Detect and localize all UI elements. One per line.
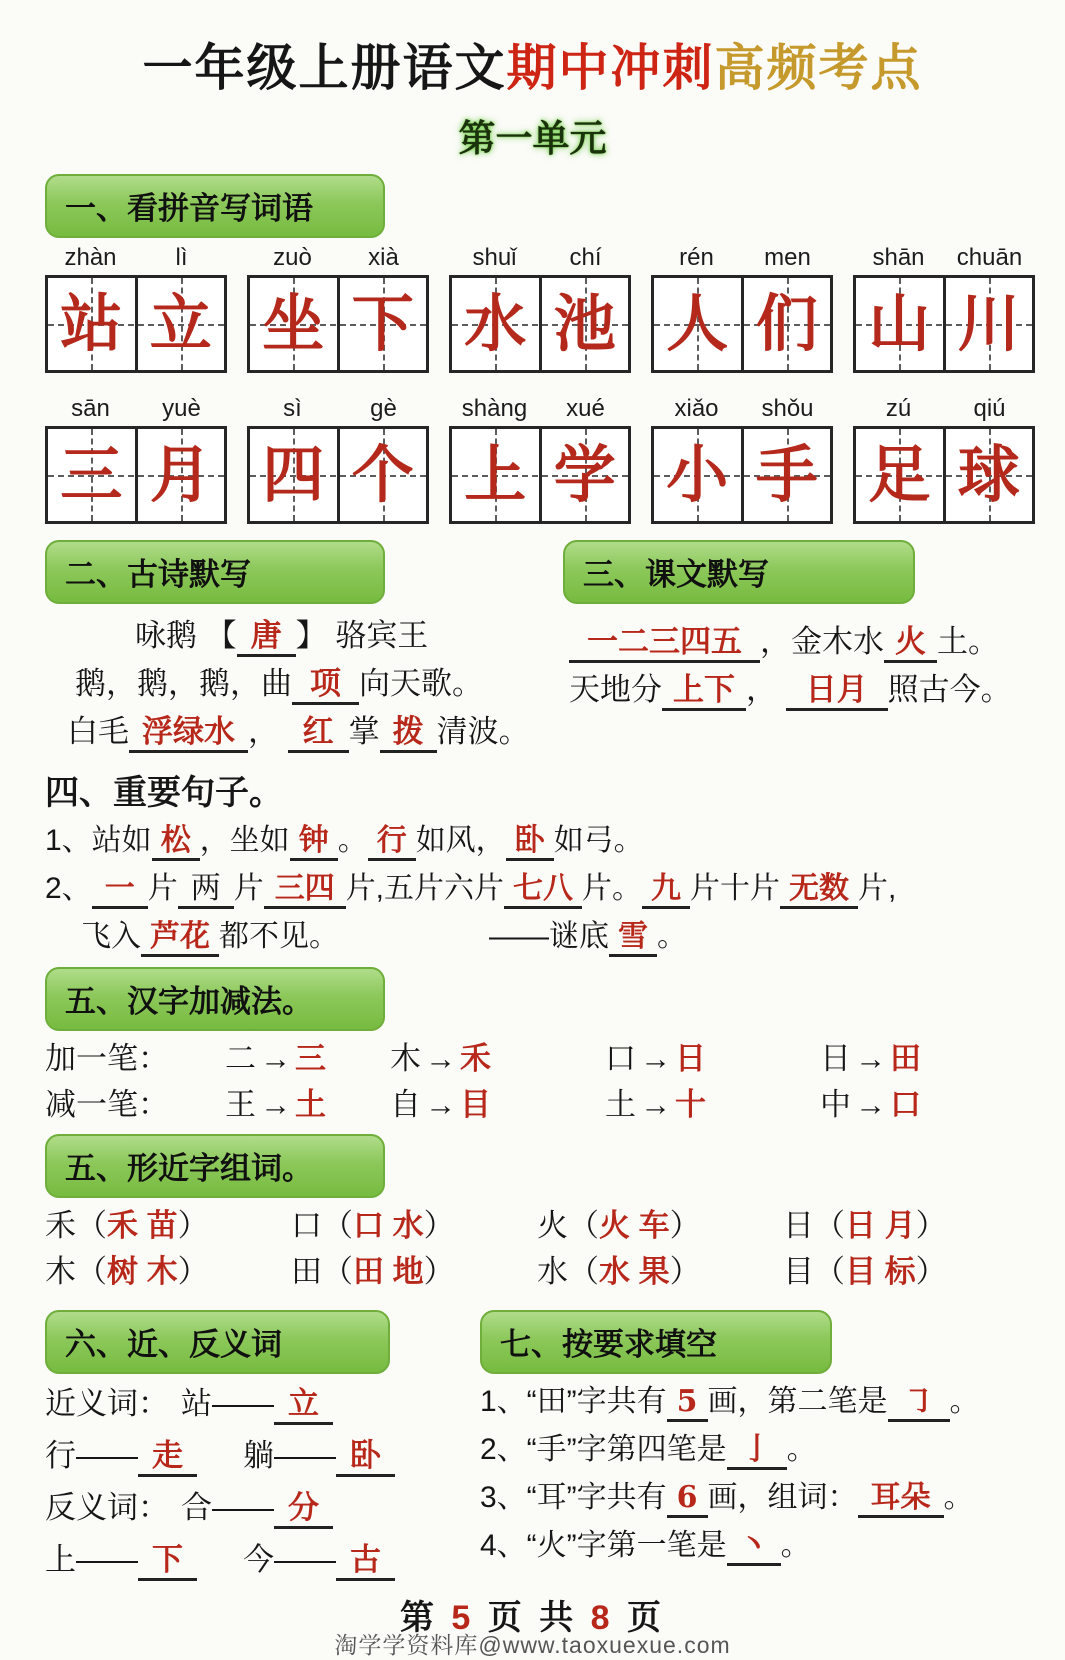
pinyin-label: xià — [368, 243, 399, 271]
answer-word: 古 — [336, 1542, 395, 1581]
section2-header: 二、古诗默写 — [45, 540, 385, 604]
title-part-red: 期中冲刺 — [506, 40, 715, 96]
answer-text: 雪 — [609, 919, 657, 957]
similar-char-item — [783, 1250, 1029, 1294]
paren-close: ） — [423, 1208, 455, 1244]
static-text: ，金木水 — [760, 623, 884, 659]
answer-character: 十 — [675, 1087, 706, 1123]
title-part-gold: 高频考点 — [714, 40, 923, 96]
pinyin-label: rén — [679, 243, 714, 271]
answer-text: 芦花 — [141, 919, 219, 957]
pinyin-label: shān — [872, 243, 925, 271]
answer-text: 火 — [884, 624, 937, 663]
base-character: 木（ — [45, 1254, 107, 1290]
pinyin-label: qiú — [973, 394, 1006, 422]
static-text: 清波。 — [436, 713, 530, 749]
static-text: 如风， — [415, 824, 506, 858]
answer-text: 无数 — [780, 871, 858, 909]
answer-text: 浮绿水 — [129, 714, 248, 753]
answer-word: 走 — [138, 1438, 197, 1477]
similar-char-row — [45, 1204, 1020, 1248]
paren-close: ） — [423, 1254, 455, 1290]
grid-character: 三 — [60, 437, 123, 511]
paren-close: ） — [915, 1208, 947, 1244]
pinyin-row — [651, 395, 833, 423]
arrow-icon: → — [640, 1087, 671, 1123]
arrow-icon: → — [640, 1041, 671, 1077]
text-line — [45, 708, 563, 756]
stroke-item — [605, 1083, 820, 1126]
pinyin-char-group — [853, 395, 1035, 524]
stroke-row-label: 减一笔： — [45, 1087, 169, 1123]
pinyin-label: lì — [175, 243, 188, 271]
word-pair — [243, 1438, 395, 1473]
pinyin-row — [45, 244, 227, 272]
poem-lines — [45, 612, 563, 756]
pinyin-label: chuān — [956, 243, 1023, 271]
pinyin-row — [449, 395, 631, 423]
poem-column — [45, 528, 563, 756]
static-text: 。 — [943, 1481, 974, 1515]
static-text: 。 — [949, 1385, 980, 1419]
tianzige-box — [651, 426, 833, 524]
static-text: 向天歌。 — [359, 665, 483, 701]
similar-char-item — [537, 1250, 783, 1294]
arrow-icon: → — [425, 1041, 456, 1077]
grid-character: 人 — [666, 286, 729, 360]
section3-header: 三、课文默写 — [563, 540, 915, 604]
grid-character: 坐 — [262, 286, 325, 360]
pinyin-row — [651, 244, 833, 272]
pinyin-char-group — [247, 395, 429, 524]
word-pair — [181, 1490, 333, 1525]
answer-word: 水 果 — [599, 1254, 670, 1290]
base-word: 躺—— — [243, 1438, 336, 1474]
grid-character: 水 — [464, 286, 527, 360]
static-text: 天地分 — [569, 671, 662, 707]
word-pair — [45, 1542, 197, 1577]
tianzige-cell — [856, 278, 943, 370]
static-text: 片。 — [582, 872, 643, 906]
grid-character: 月 — [149, 437, 212, 511]
tianzige-cell — [452, 278, 539, 370]
paren-close: ） — [177, 1208, 209, 1244]
pinyin-char-group — [449, 244, 631, 373]
grid-character: 山 — [868, 286, 931, 360]
pinyin-label: men — [764, 243, 811, 271]
grid-character: 池 — [553, 286, 616, 360]
answer-text: ㇆ — [888, 1384, 950, 1422]
static-text: ，坐如 — [199, 824, 290, 858]
similar-char-item — [291, 1250, 537, 1294]
synonyms-column — [45, 1298, 480, 1586]
paren-close: ） — [669, 1208, 701, 1244]
tianzige-box — [853, 275, 1035, 373]
pinyin-grid-row-2 — [45, 395, 1020, 524]
answer-text: 项 — [292, 666, 359, 705]
grid-character: 球 — [957, 437, 1020, 511]
watermark: 淘学学资料库@www.taoxuexue.com — [334, 1632, 731, 1659]
base-character: 日（ — [783, 1208, 845, 1244]
pinyin-label: sān — [71, 394, 110, 422]
pair-group-label: 反义词： — [45, 1490, 169, 1526]
static-text: 都不见。 — [219, 920, 339, 954]
tianzige-cell — [654, 278, 741, 370]
similar-char-row — [45, 1250, 1020, 1294]
title-part-black: 一年级上册语文 — [142, 40, 507, 96]
answer-text: 拨 — [380, 714, 437, 753]
synonym-line — [45, 1430, 480, 1482]
section1-header-row — [45, 162, 1020, 238]
pinyin-label: chí — [569, 243, 602, 271]
arrow-icon: → — [855, 1087, 886, 1123]
answer-word: 分 — [274, 1490, 333, 1529]
static-text: 飞入 — [81, 920, 141, 954]
answer-text: 三四 — [264, 871, 346, 909]
base-character: 中 — [820, 1087, 851, 1123]
static-text: 】 骆宾王 — [295, 617, 429, 653]
section5a-header-row — [45, 961, 1020, 1031]
answer-word: 树 木 — [107, 1254, 178, 1290]
pinyin-row — [853, 244, 1035, 272]
answer-text: 行 — [368, 823, 416, 861]
base-character: 木 — [390, 1041, 421, 1077]
tianzige-box — [449, 426, 631, 524]
section4-header: 四、重要句子。 — [45, 773, 283, 812]
stroke-item — [820, 1037, 921, 1080]
pinyin-row — [247, 395, 429, 423]
text-line — [480, 1426, 1020, 1474]
section5a-header: 五、汉字加减法。 — [45, 967, 385, 1031]
section5b-header-row — [45, 1126, 1020, 1198]
answer-character: 土 — [295, 1087, 326, 1123]
static-text: 页 — [613, 1599, 666, 1638]
grid-character: 川 — [957, 286, 1020, 360]
base-character: 火（ — [537, 1208, 599, 1244]
word-pair — [45, 1438, 197, 1473]
static-text: 画，组词： — [707, 1481, 858, 1515]
similar-char-item — [45, 1204, 291, 1248]
stroke-item — [390, 1083, 605, 1126]
pinyin-row — [45, 395, 227, 423]
fill-blank-lines — [480, 1378, 1020, 1570]
static-text: 1、“田”字共有 — [480, 1385, 667, 1419]
fill-blank-column — [480, 1298, 1020, 1570]
static-text: 页 共 — [474, 1599, 591, 1638]
section1-header: 一、看拼音写词语 — [45, 174, 385, 238]
pinyin-label: zuò — [273, 243, 312, 271]
answer-word: 日 月 — [845, 1208, 916, 1244]
static-text: 1、站如 — [45, 824, 152, 858]
stroke-row — [45, 1083, 1020, 1126]
text-line — [45, 612, 563, 660]
pinyin-label: gè — [370, 394, 397, 422]
pair-group-label: 近义词： — [45, 1386, 169, 1422]
text-line — [45, 817, 1020, 865]
stroke-row-label: 加一笔： — [45, 1041, 169, 1077]
static-text: 2、 — [45, 872, 92, 906]
pinyin-label: shǒu — [761, 394, 814, 422]
similar-char-item — [783, 1204, 1029, 1248]
pinyin-label: sì — [283, 394, 302, 422]
base-character: 日 — [820, 1041, 851, 1077]
grid-character: 站 — [60, 286, 123, 360]
tianzige-box — [853, 426, 1035, 524]
base-word: 上—— — [45, 1542, 138, 1578]
pinyin-char-group — [45, 244, 227, 373]
static-text: 鹅，鹅，鹅，曲 — [75, 665, 292, 701]
stroke-item — [225, 1083, 390, 1126]
text-line — [563, 618, 1020, 666]
pinyin-char-group — [247, 244, 429, 373]
tianzige-box — [45, 275, 227, 373]
base-word: 今—— — [243, 1542, 336, 1578]
static-text: 片,五片六片 — [345, 872, 505, 906]
answer-character: 目 — [460, 1087, 491, 1123]
answer-text: 一 — [92, 871, 148, 909]
answer-text: 亅 — [727, 1432, 787, 1470]
static-text: 片 — [233, 872, 264, 906]
grid-character: 上 — [464, 437, 527, 511]
base-character: 水（ — [537, 1254, 599, 1290]
text-line — [563, 666, 1020, 714]
stroke-item — [820, 1083, 921, 1126]
base-word: 行—— — [45, 1438, 138, 1474]
paren-close: ） — [177, 1254, 209, 1290]
pinyin-char-group — [449, 395, 631, 524]
pinyin-label: shàng — [461, 394, 528, 422]
text-line — [480, 1378, 1020, 1426]
tianzige-box — [449, 275, 631, 373]
pinyin-char-group — [45, 395, 227, 524]
answer-text: 丶 — [727, 1528, 781, 1566]
pinyin-row — [247, 244, 429, 272]
word-pair — [181, 1386, 333, 1421]
similar-char-item — [537, 1204, 783, 1248]
arrow-icon: → — [855, 1041, 886, 1077]
answer-character: 禾 — [460, 1041, 491, 1077]
stroke-rows — [45, 1037, 1020, 1126]
base-word: 合—— — [181, 1490, 274, 1526]
static-text: 片十片 — [690, 872, 781, 906]
stroke-item — [390, 1037, 605, 1080]
answer-text: 九 — [642, 871, 690, 909]
synonym-line — [45, 1482, 480, 1534]
answer-text: 七八 — [504, 871, 582, 909]
tianzige-cell — [654, 429, 741, 521]
base-character: 田（ — [291, 1254, 353, 1290]
base-character: 口（ — [291, 1208, 353, 1244]
static-text: 如弓。 — [553, 824, 644, 858]
text-recite-lines — [563, 618, 1020, 714]
pinyin-label: zú — [885, 394, 912, 422]
pinyin-grid-row-1 — [45, 243, 1023, 373]
base-character: 土 — [605, 1087, 636, 1123]
pinyin-row — [853, 395, 1035, 423]
synonym-line — [45, 1378, 480, 1430]
tianzige-box — [45, 426, 227, 524]
answer-word: 火 车 — [599, 1208, 670, 1244]
answer-text: 5 — [667, 1384, 708, 1422]
static-text: 第 — [399, 1599, 452, 1638]
answer-text: 上下 — [662, 672, 746, 711]
static-text: ， — [746, 671, 786, 707]
synonym-lines — [45, 1378, 480, 1586]
tianzige-cell — [48, 429, 135, 521]
static-text: 土。 — [937, 623, 999, 659]
static-text: 。 — [786, 1433, 817, 1467]
stroke-row — [45, 1037, 1020, 1080]
text-line — [480, 1474, 1020, 1522]
text-recite-column — [563, 528, 1020, 714]
answer-text: 耳朵 — [858, 1480, 944, 1518]
answer-word: 禾 苗 — [107, 1208, 178, 1244]
word-pair — [243, 1542, 395, 1577]
paren-close: ） — [669, 1254, 701, 1290]
pinyin-label: xué — [566, 394, 605, 422]
answer-text: 唐 — [237, 618, 296, 657]
grid-character: 手 — [755, 437, 818, 511]
grid-character: 足 — [868, 437, 931, 511]
answer-text: 钟 — [290, 823, 338, 861]
text-line — [45, 660, 563, 708]
static-text: ——谜底 — [489, 920, 609, 954]
static-text: 。 — [337, 824, 368, 858]
static-text: 咏鹅 【 — [135, 617, 237, 653]
answer-word: 下 — [138, 1542, 197, 1581]
text-line — [480, 1522, 1020, 1570]
static-text: 掌 — [348, 713, 380, 749]
static-text: 。 — [657, 920, 687, 954]
base-character: 二 — [225, 1041, 256, 1077]
highlight-text: 8 — [590, 1599, 614, 1638]
given-blank-text: 两 — [178, 871, 234, 909]
text-line — [45, 913, 1020, 961]
page-title — [45, 40, 1020, 98]
base-character: 口 — [605, 1041, 636, 1077]
answer-character: 三 — [295, 1041, 326, 1077]
pinyin-label: yuè — [162, 394, 201, 422]
pinyin-char-group — [853, 244, 1035, 373]
pinyin-char-group — [651, 244, 833, 373]
answer-text: 6 — [667, 1480, 708, 1518]
arrow-icon: → — [425, 1087, 456, 1123]
static-text: 白毛 — [67, 713, 129, 749]
similar-char-item — [45, 1250, 291, 1294]
similar-char-item — [291, 1204, 537, 1248]
answer-text: 红 — [288, 714, 349, 753]
static-text: 3、“耳”字共有 — [480, 1481, 667, 1515]
answer-text: 卧 — [506, 823, 554, 861]
tianzige-box — [247, 275, 429, 373]
grid-character: 学 — [553, 437, 616, 511]
answer-word: 田 地 — [353, 1254, 424, 1290]
grid-character: 小 — [666, 437, 729, 511]
answer-word: 卧 — [336, 1438, 395, 1477]
static-text: 。 — [780, 1529, 811, 1563]
text-line — [45, 865, 1020, 913]
static-text: 片 — [147, 872, 178, 906]
similar-char-rows — [45, 1204, 1020, 1294]
base-character: 自 — [390, 1087, 421, 1123]
tianzige-cell — [250, 278, 337, 370]
tianzige-cell — [856, 429, 943, 521]
stroke-item — [225, 1037, 390, 1080]
unit-subtitle: 第一单元 — [458, 117, 607, 159]
static-text: 片, — [858, 872, 897, 906]
base-character: 王 — [225, 1087, 256, 1123]
tianzige-box — [651, 275, 833, 373]
highlight-text: 5 — [451, 1599, 475, 1638]
tianzige-cell — [250, 429, 337, 521]
grid-character: 们 — [755, 286, 818, 360]
answer-text: 松 — [152, 823, 200, 861]
paren-close: ） — [915, 1254, 947, 1290]
grid-character: 下 — [351, 286, 414, 360]
tianzige-cell — [452, 429, 539, 521]
answer-character: 口 — [890, 1087, 921, 1123]
sentence-lines — [45, 817, 1020, 961]
pinyin-label: zhàn — [64, 243, 117, 271]
answer-text: 日月 — [786, 672, 888, 711]
poem-text-columns — [45, 528, 1020, 756]
static-text: 2、“手”字第四笔是 — [480, 1433, 727, 1467]
pinyin-row — [449, 244, 631, 272]
tianzige-cell — [48, 278, 135, 370]
synonym-line — [45, 1534, 480, 1586]
arrow-icon: → — [260, 1087, 291, 1123]
answer-word: 立 — [274, 1386, 333, 1425]
section6-header: 六、近、反义词 — [45, 1310, 390, 1374]
pinyin-char-group — [651, 395, 833, 524]
grid-character: 立 — [149, 286, 212, 360]
tianzige-box — [247, 426, 429, 524]
answer-character: 田 — [890, 1041, 921, 1077]
synonym-fill-columns — [45, 1298, 1020, 1586]
static-text: 照古今。 — [887, 671, 1012, 707]
static-text: 画，第二笔是 — [707, 1385, 888, 1419]
static-text: ， — [248, 713, 288, 749]
answer-word: 目 标 — [845, 1254, 916, 1290]
section7-header: 七、按要求填空 — [480, 1310, 832, 1374]
pinyin-label: xiǎo — [674, 394, 719, 422]
section5b-header: 五、形近字组词。 — [45, 1134, 385, 1198]
stroke-item — [605, 1037, 820, 1080]
grid-character: 四 — [262, 437, 325, 511]
arrow-icon: → — [260, 1041, 291, 1077]
grid-character: 个 — [351, 437, 414, 511]
static-text: 4、“火”字第一笔是 — [480, 1529, 727, 1563]
base-word: 站—— — [181, 1386, 274, 1422]
answer-text: 一二三四五 — [569, 624, 760, 663]
base-character: 禾（ — [45, 1208, 107, 1244]
pinyin-label: shuǐ — [472, 243, 517, 271]
answer-word: 口 水 — [353, 1208, 424, 1244]
base-character: 目（ — [783, 1254, 845, 1290]
answer-character: 日 — [675, 1041, 706, 1077]
